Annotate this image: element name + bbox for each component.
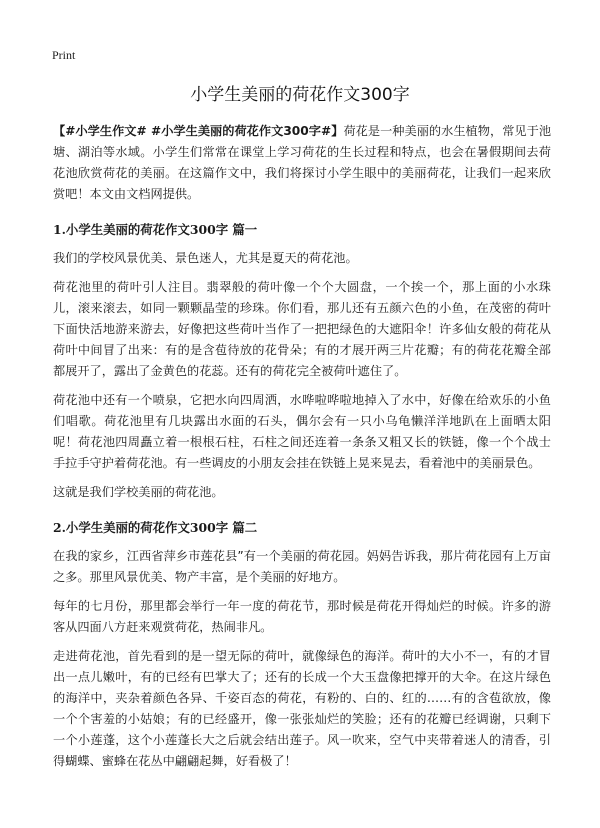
print-label[interactable]: Print	[52, 48, 76, 62]
intro-text: 荷花是一种美丽的水生植物，常见于池塘、湖泊等水域。小学生们常常在课堂上学习荷花的生长过程和特点，也会在暑假期间去荷花池欣赏荷花的美丽。在这篇作文中，我们将探讨小学生眼中的美丽荷花，让我们一起来欣赏吧！本文由文档网提供。	[53, 124, 552, 201]
intro-tags[interactable]: 【#小学生作文# #小学生美丽的荷花作文300字#】	[53, 124, 344, 138]
section-2-paragraph: 走进荷花池，首先看到的是一望无际的荷叶，就像绿色的海洋。荷叶的大小不一，有的才冒出一点儿嫩叶，有的已经有巴掌大了；还有的长成一个大玉盘像把撑开的大伞。在这片绿色的海洋中，夹杂着颜色各异、千姿百态的荷花，有粉的、白的、红的……有的含苞欲放，像一个个害羞的小姑娘；有的已经盛开，像一张张灿烂的笑脸；还有的花瓣已经调谢，只剩下一个小莲蓬，这个小莲蓬长大之后就会结出莲子。风一吹来，空气中夹带着迷人的清香，引得蝴蝶、蜜蜂在花丛中翩翩起舞，好看极了！	[53, 649, 551, 768]
section-1-paragraph: 荷花池中还有一个喷泉，它把水向四周洒，水哗啦哗啦地掉入了水中，好像在给欢乐的小鱼们唱歌。荷花池里有几块露出水面的石头，偶尔会有一只小乌龟懒洋洋地趴在上面晒太阳呢！荷花池四周矗立着一根根石柱，石柱之间还连着一条条又粗又长的铁链，像一个个战士手拉手守护着荷花池。有一些调皮的小朋友会挂在铁链上晃来晃去，看着池中的美丽景色。	[53, 393, 551, 470]
section-1-paragraph: 我们的学校风景优美、景色迷人，尤其是夏天的荷花池。	[53, 251, 358, 265]
section-2-paragraph: 在我的家乡，江西省萍乡市莲花县”有一个美丽的荷花园。妈妈告诉我，那片荷花园有上万亩之多。那里风景优美、物产丰富，是个美丽的好地方。	[53, 549, 551, 584]
intro-paragraph	[53, 121, 551, 205]
section-1-paragraph: 这就是我们学校美丽的荷花池。	[53, 485, 224, 499]
article-body	[53, 121, 551, 780]
section-2-paragraph: 每年的七月份，那里都会举行一年一度的荷花节，那时候是荷花开得灿烂的时候。许多的游客从四面八方赶来观赏荷花，热闹非凡。	[53, 599, 551, 634]
page-title: 小学生美丽的荷花作文300字	[190, 85, 410, 105]
section-heading-1: 1.小学生美丽的荷花作文300字 篇一	[53, 222, 258, 237]
section-1-paragraph: 荷花池里的荷叶引人注目。翡翠般的荷叶像一个个大圆盘，一个挨一个，那上面的小水珠儿，滚来滚去，如同一颗颗晶莹的珍珠。你们看，那儿还有五颜六色的小鱼，在茂密的荷叶下面快活地游来游去，好像把这些荷叶当作了一把把绿色的大遮阳伞！许多仙女般的荷花从荷叶中间冒了出来：有的是含苞待放的花骨朵；有的才展开两三片花瓣；有的荷花花瓣全部都展开了，露出了金黄色的花蕊。还有的荷花完全被荷叶遮住了。	[53, 280, 551, 378]
section-heading-2: 2.小学生美丽的荷花作文300字 篇二	[53, 520, 258, 535]
